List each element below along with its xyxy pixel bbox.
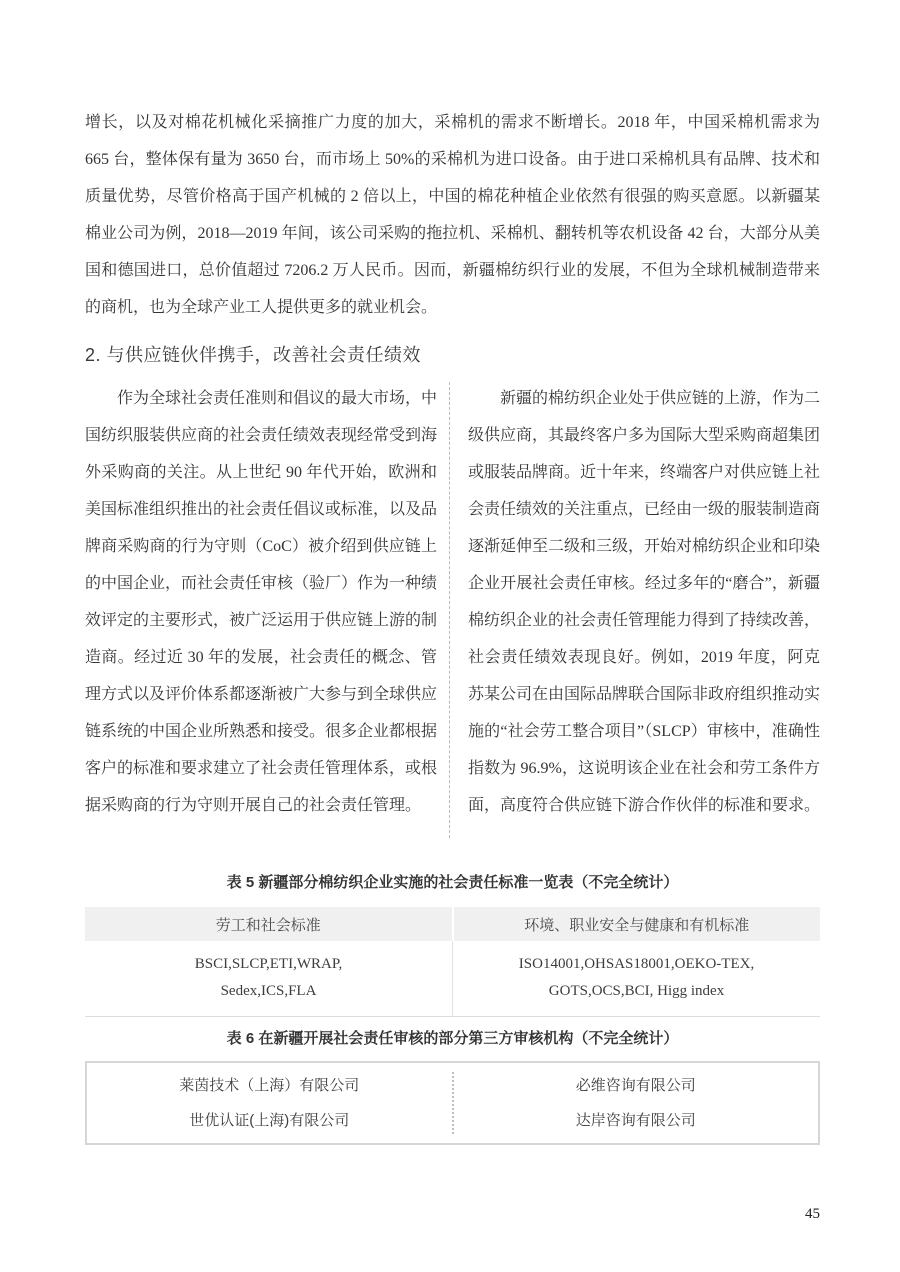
table5-environment-line2: GOTS,OCS,BCI, Higg index: [548, 983, 725, 999]
page-number: 45: [805, 1206, 820, 1222]
table6-caption: 表 6 在新疆开展社会责任审核的部分第三方审核机构（不完全统计）: [226, 1030, 679, 1047]
table6-auditor: 必维咨询有限公司: [575, 1077, 696, 1094]
table6-column-left: [87, 1063, 452, 1143]
table5-environment-line1: ISO14001,OHSAS18001,OEKO-TEX,: [518, 956, 755, 972]
table6-column-right: [454, 1063, 819, 1143]
table5-header-labor: 劳工和社会标准: [85, 907, 452, 941]
table5-caption: 表 5 新疆部分棉纺织企业实施的社会责任标准一览表（不完全统计）: [226, 874, 679, 891]
table5-cell-environment-standards: [453, 941, 820, 1016]
table5-header-environment: 环境、职业安全与健康和有机标准: [454, 907, 821, 941]
left-column-paragraph: 作为全球社会责任准则和倡议的最大市场，中国纺织服装供应商的社会责任绩效表现经常受到海外采购商的关注。从上世纪 90 年代开始，欧洲和美国标准组织推出的社会责任倡议或标准，以及品牌商采购商的行为守则（CoC）被介绍到供应链上的中国企业，而社会责任审核（验厂）作为一种绩效评定的主要形式，被广泛运用于供应链上游的制造商。经过近 30 年的发展，社会责任的概念、管理方式以及评价体系都逐渐被广大参与到全球供应链系统的中国企业所熟悉和接受。很多企业都根据客户的标准和要求建立了社会责任管理体系，或根据采购商的行为守则开展自己的社会责任管理。: [85, 390, 438, 814]
table5-labor-line1: BSCI,SLCP,ETI,WRAP,: [194, 956, 343, 972]
table6-auditor: 世优认证(上海)有限公司: [189, 1112, 350, 1129]
section-heading: 2. 与供应链伙伴携手，改善社会责任绩效: [85, 345, 422, 365]
table6-auditor: 达岸咨询有限公司: [575, 1112, 696, 1129]
table5: [85, 907, 820, 1017]
table5-header-row: [85, 907, 820, 941]
table6: [85, 1061, 820, 1145]
column-divider: [449, 382, 450, 838]
table5-cell-labor-standards: [85, 941, 453, 1016]
right-column-paragraph: 新疆的棉纺织企业处于供应链的上游，作为二级供应商，其最终客户多为国际大型采购商超集团或服装品牌商。近十年来，终端客户对供应链上社会责任绩效的关注重点，已经由一级的服装制造商逐渐延伸至二级和三级，开始对棉纺织企业和印染企业开展社会责任审核。经过多年的“磨合”，新疆棉纺织企业的社会责任管理能力得到了持续改善，社会责任绩效表现良好。例如，2019 年度，阿克苏某公司在由国际品牌联合国际非政府组织推动实施的“社会劳工整合项目”（SLCP）审核中，准确性指数为 96.9%，这说明该企业在社会和劳工条件方面，高度符合供应链下游合作伙伴的标准和要求。: [468, 390, 821, 814]
table5-body-row: [85, 941, 820, 1017]
table6-auditor: 莱茵技术（上海）有限公司: [179, 1077, 360, 1094]
table5-labor-line2: Sedex,ICS,FLA: [220, 983, 317, 999]
two-column-section: [85, 380, 820, 842]
intro-paragraph: 增长，以及对棉花机械化采摘推广力度的加大，采棉机的需求不断增长。2018 年，中国采棉机需求为 665 台，整体保有量为 3650 台，而市场上 50%的采棉机为进口设备。由于进口采棉机具有品牌、技术和质量优势，尽管价格高于国产机械的 2 倍以上，中国的棉花种植企业依然有很强的购买意愿。以新疆某棉业公司为例，2018—2019 年间，该公司采购的拖拉机、采棉机、翻转机等农机设备 42 台，大部分从美国和德国进口，总价值超过 7206.2 万人民币。因而，新疆棉纺织行业的发展，不但为全球机械制造带来的商机，也为全球产业工人提供更多的就业机会。: [85, 114, 820, 316]
